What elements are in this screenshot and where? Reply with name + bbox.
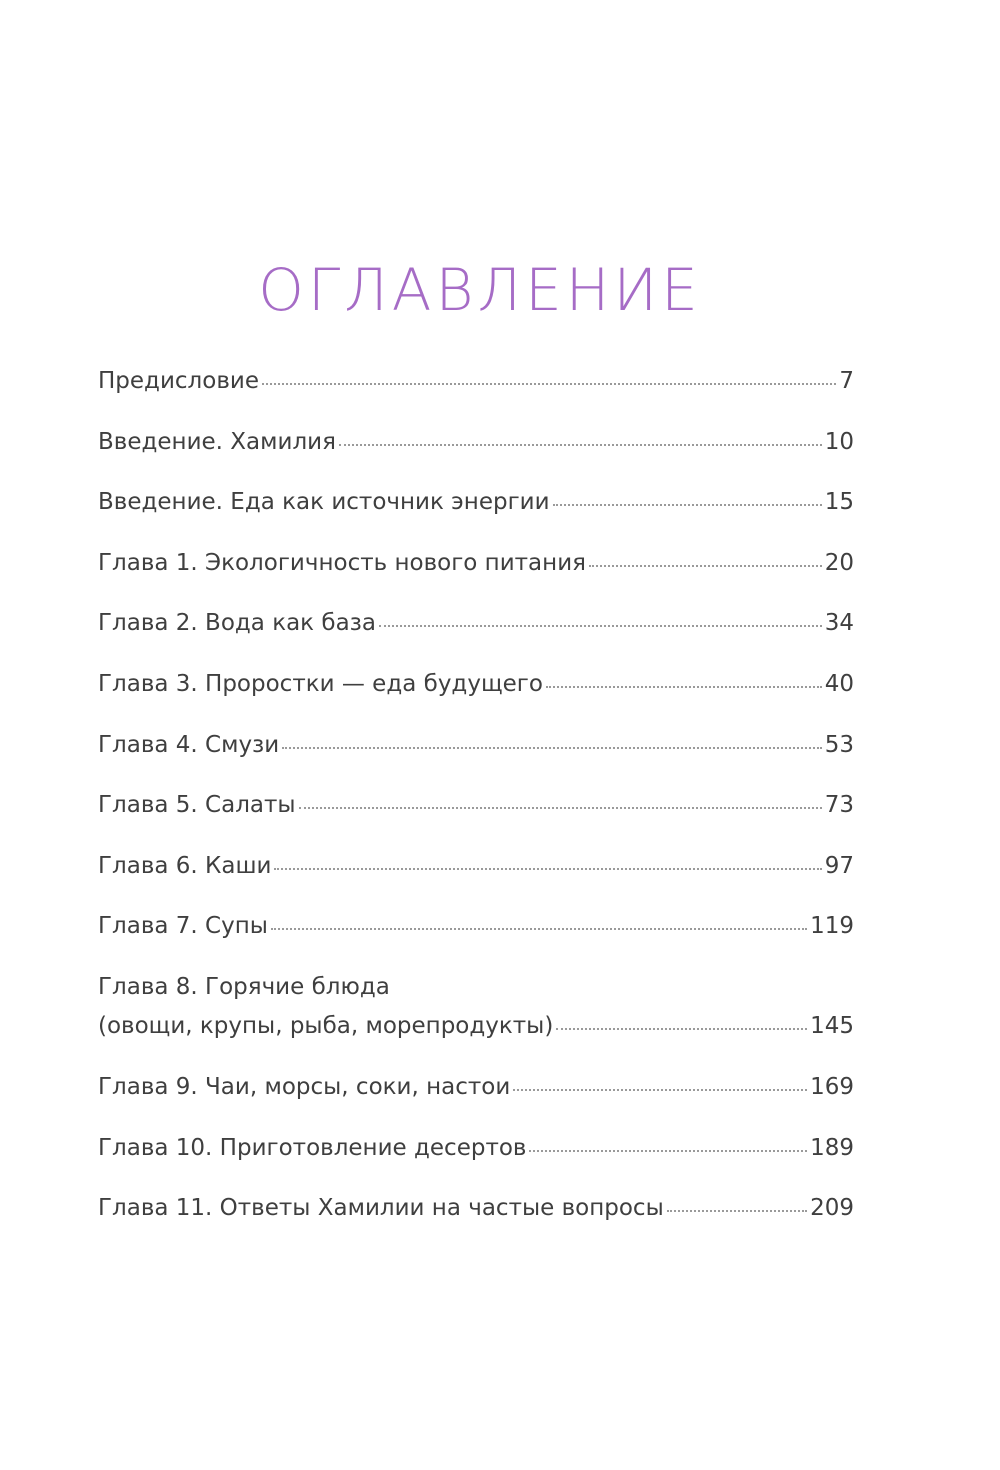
toc-entry-label: Глава 2. Вода как база	[98, 610, 376, 637]
toc-entry-page: 20	[824, 549, 854, 576]
toc-entry[interactable]	[98, 659, 854, 720]
toc-entry[interactable]	[98, 901, 854, 962]
toc-entry[interactable]	[98, 477, 854, 538]
dot-leader	[379, 625, 822, 627]
toc-entry-page: 10	[824, 428, 854, 455]
toc-entry[interactable]	[98, 1062, 854, 1123]
toc-entry-page: 73	[824, 792, 854, 819]
dot-leader	[513, 1089, 807, 1091]
toc-entry-page: 169	[810, 1073, 854, 1100]
toc-entry-label: Глава 9. Чаи, морсы, соки, настои	[98, 1073, 511, 1100]
dot-leader	[282, 747, 821, 749]
toc-entry-label: Глава 1. Экологичность нового питания	[98, 549, 586, 576]
dot-leader	[667, 1210, 807, 1212]
toc-entry-label: Предисловие	[98, 368, 259, 394]
toc-entry-label-continuation: (овощи, крупы, рыба, морепродукты)	[98, 1012, 554, 1039]
dot-leader	[556, 1028, 807, 1030]
page-title: ОГЛАВЛЕНИЕ	[258, 256, 702, 324]
dot-leader	[274, 868, 821, 870]
toc-entry-page: 97	[824, 852, 854, 879]
toc-entry-page: 189	[810, 1134, 854, 1161]
toc-entry[interactable]	[98, 720, 854, 781]
toc-entry-page: 34	[824, 610, 854, 637]
toc-entry[interactable]	[98, 1123, 854, 1184]
dot-leader	[529, 1150, 807, 1152]
toc-entry-label: Глава 10. Приготовление десертов	[98, 1134, 527, 1161]
toc-entry[interactable]	[98, 598, 854, 659]
toc-entry[interactable]	[98, 962, 854, 1062]
toc-entry-label: Глава 7. Супы	[98, 913, 268, 940]
toc-entry[interactable]	[98, 841, 854, 902]
toc-entry-page: 7	[839, 368, 854, 394]
toc-entry-page: 53	[824, 731, 854, 758]
toc-entry-label: Глава 8. Горячие блюда	[98, 973, 390, 1000]
toc-entry-page: 15	[824, 489, 854, 516]
dot-leader	[299, 807, 822, 809]
toc-entry[interactable]	[98, 538, 854, 599]
toc-entry-label: Глава 3. Проростки — еда будущего	[98, 670, 543, 697]
toc-entry-page: 145	[810, 1012, 854, 1039]
toc-entry-label: Глава 6. Каши	[98, 852, 272, 879]
toc-entry-label: Глава 5. Салаты	[98, 792, 296, 819]
table-of-contents	[98, 356, 854, 1244]
toc-entry[interactable]	[98, 356, 854, 417]
toc-entry-label: Введение. Еда как источник энергии	[98, 489, 550, 516]
dot-leader	[262, 383, 836, 385]
toc-entry-label: Глава 11. Ответы Хамилии на частые вопросы	[98, 1195, 664, 1222]
toc-entry-page: 40	[824, 670, 854, 697]
toc-entry[interactable]	[98, 1183, 854, 1244]
toc-entry-label: Глава 4. Смузи	[98, 731, 280, 758]
toc-entry[interactable]	[98, 417, 854, 478]
toc-entry[interactable]	[98, 780, 854, 841]
dot-leader	[553, 504, 822, 506]
toc-entry-page: 119	[810, 913, 854, 940]
dot-leader	[589, 565, 822, 567]
toc-entry-label: Введение. Хамилия	[98, 428, 336, 455]
dot-leader	[339, 444, 822, 446]
dot-leader	[546, 686, 822, 688]
toc-entry-page: 209	[810, 1195, 854, 1222]
dot-leader	[271, 928, 807, 930]
